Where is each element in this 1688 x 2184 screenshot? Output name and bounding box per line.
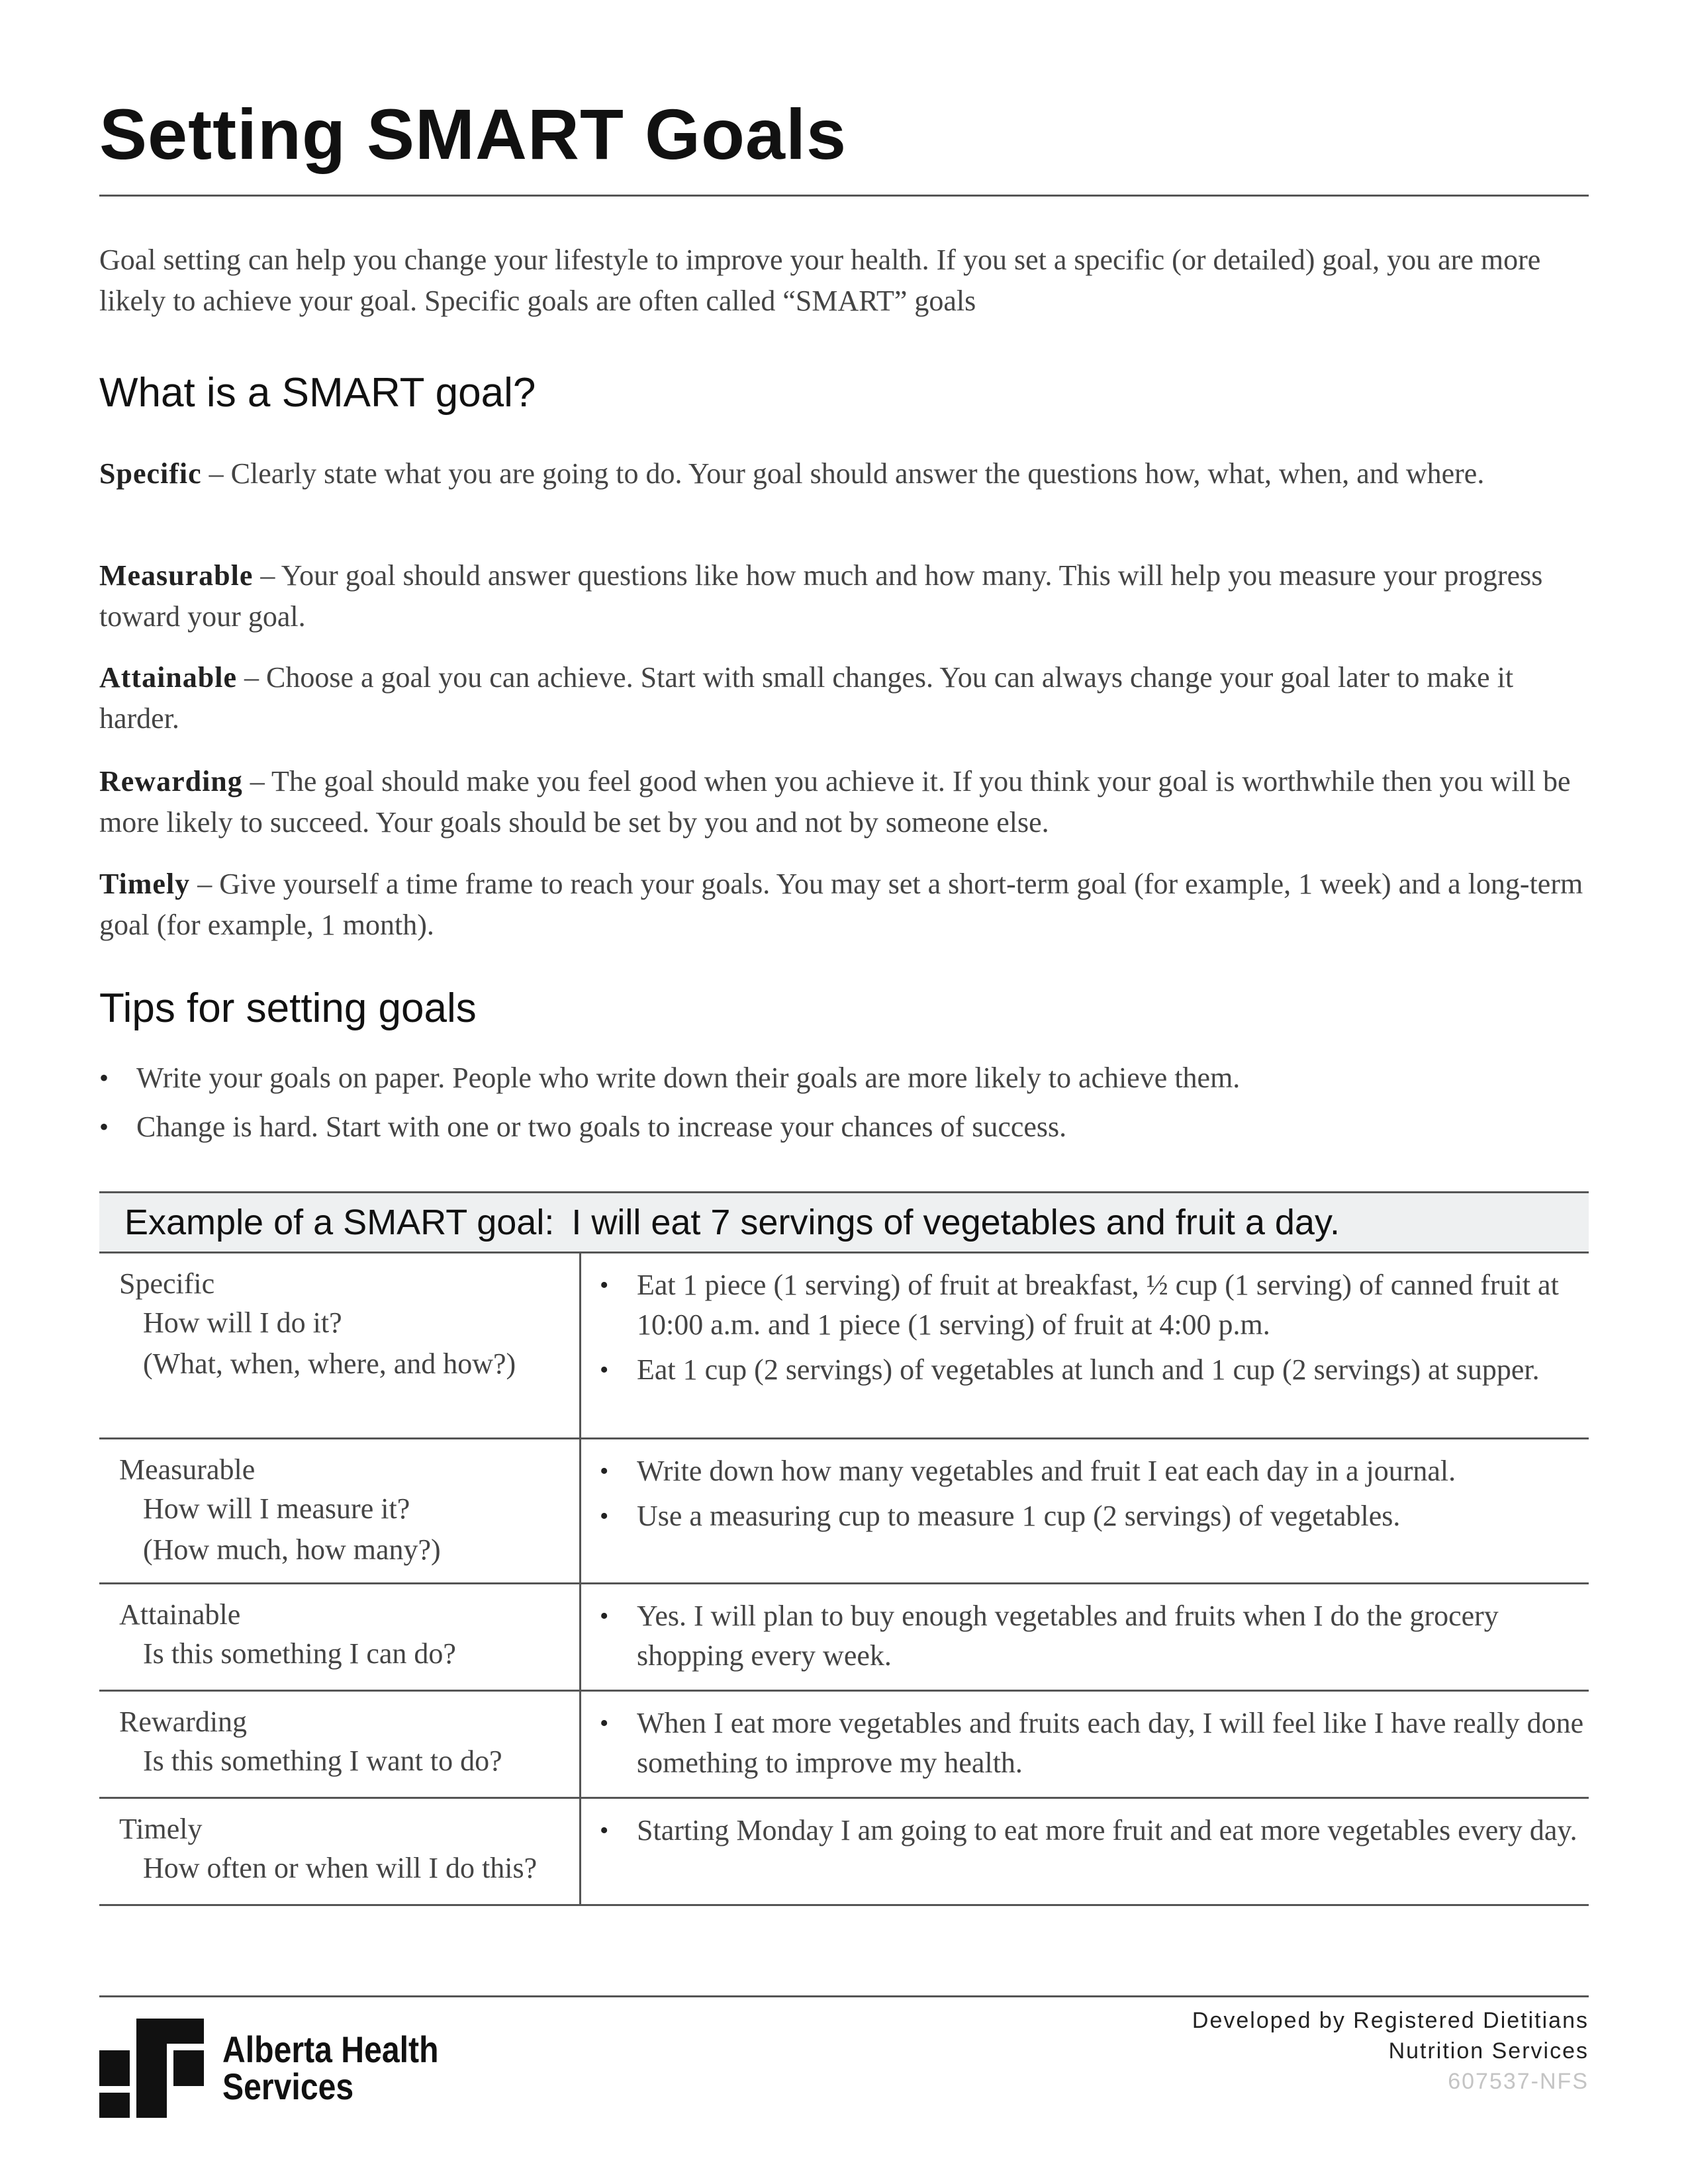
criterion-question: Is this something I want to do? [143, 1745, 502, 1777]
criterion-name: Timely [119, 1813, 203, 1845]
answer-cell [581, 1799, 1589, 1904]
list-item: • Yes. I will plan to buy enough vegetables and fruits when I do the grocery shopping every week. [600, 1596, 1589, 1676]
list-item: • Eat 1 piece (1 serving) of fruit at breakfast, ½ cup (1 serving) of canned fruit at 10:00 a.m. and 1 piece (1 serving) of fruit at 4:00 p.m. [600, 1265, 1589, 1345]
intro-paragraph: Goal setting can help you change your lifestyle to improve your health. If you set a specific (or detailed) goal, you are more likely to achieve your goal. Specific goals are often called “SMART” goals [99, 244, 1541, 317]
footer-credits [1192, 2005, 1589, 2097]
definition-separator: – [237, 661, 266, 694]
list-item: • When I eat more vegetables and fruits each day, I will feel like I have really done something to improve my health. [600, 1704, 1589, 1783]
criterion-question: How often or when will I do this? [143, 1852, 538, 1884]
bullet-icon: • [600, 1457, 609, 1485]
table-row [99, 1584, 1589, 1692]
definition-separator: – [242, 765, 271, 797]
logo-line: Services [222, 2066, 354, 2107]
definition-text: Choose a goal you can achieve. Start with small changes. You can always change your goal later to make it harder. [99, 661, 1514, 735]
bullet-icon: • [600, 1502, 609, 1530]
answer-cell [581, 1253, 1589, 1437]
footer-divider [99, 1995, 1589, 1997]
bullet-icon: • [600, 1271, 609, 1299]
criterion-question: How will I do it? [143, 1306, 342, 1339]
list-item: • Eat 1 cup (2 servings) of vegetables at lunch and 1 cup (2 servings) at supper. [600, 1350, 1589, 1390]
table-row [99, 1799, 1589, 1906]
list-item: • Write down how many vegetables and fruit I eat each day in a journal. [600, 1451, 1589, 1491]
bullet-icon: • [600, 1602, 609, 1630]
page-title: Setting SMART Goals [99, 94, 847, 174]
credit-line: Developed by Registered Dietitians [1192, 2008, 1589, 2033]
logo-line: Alberta Health [222, 2028, 439, 2070]
definition-text: Give yourself a time frame to reach your goals. You may set a short-term goal (for example, 1 week) and a long-term goal (for example, 1 month). [99, 868, 1583, 941]
criterion-question: Is this something I can do? [143, 1637, 456, 1670]
example-table-header [99, 1191, 1589, 1253]
definition-term: Specific [99, 457, 202, 490]
criterion-name: Rewarding [119, 1706, 248, 1738]
list-item: • Use a measuring cup to measure 1 cup (2 servings) of vegetables. [600, 1496, 1589, 1536]
answer-cell [581, 1692, 1589, 1797]
list-item: • Change is hard. Start with one or two goals to increase your chances of success. [99, 1107, 1589, 1148]
ahs-cross-icon [99, 2019, 204, 2118]
bullet-icon: • [99, 1063, 109, 1093]
tips-list [99, 1058, 1589, 1156]
definition-measurable [99, 555, 1589, 637]
table-row [99, 1253, 1589, 1439]
criterion-question: How will I measure it? [143, 1492, 410, 1525]
tips-heading: Tips for setting goals [99, 985, 477, 1031]
definition-term: Timely [99, 868, 191, 900]
bullet-icon: • [600, 1709, 609, 1737]
criterion-cell [99, 1439, 581, 1582]
definition-separator: – [253, 559, 281, 592]
definition-term: Rewarding [99, 765, 243, 797]
definition-timely [99, 864, 1589, 946]
bullet-icon: • [600, 1817, 609, 1844]
document-page [99, 0, 1589, 2184]
definition-attainable [99, 657, 1589, 739]
definition-text: The goal should make you feel good when you achieve it. If you think your goal is worthwhile then you will be more likely to succeed. Your goals should be set by you and not by someone else. [99, 765, 1571, 839]
criterion-name: Specific [119, 1267, 215, 1300]
definition-text: Clearly state what you are going to do. Your goal should answer the questions how, what, when, and where. [230, 457, 1485, 490]
answer-cell [581, 1439, 1589, 1582]
example-goal: I will eat 7 servings of vegetables and fruit a day. [571, 1203, 1340, 1242]
definition-specific [99, 453, 1589, 494]
example-table [99, 1191, 1589, 1906]
definition-separator: – [190, 868, 220, 900]
list-item: • Write your goals on paper. People who write down their goals are more likely to achieve them. [99, 1058, 1589, 1099]
bullet-icon: • [600, 1356, 609, 1384]
credit-line: Nutrition Services [1388, 2038, 1589, 2064]
definition-rewarding [99, 761, 1589, 843]
criterion-name: Attainable [119, 1598, 241, 1631]
definition-term: Attainable [99, 661, 237, 694]
example-label: Example of a SMART goal: [124, 1203, 555, 1242]
document-code: 607537-NFS [1448, 2069, 1589, 2094]
list-item: • Starting Monday I am going to eat more fruit and eat more vegetables every day. [600, 1811, 1589, 1850]
criterion-cell [99, 1253, 581, 1437]
table-row [99, 1692, 1589, 1799]
bullet-icon: • [99, 1112, 109, 1142]
definition-separator: – [201, 457, 231, 490]
definition-text: Your goal should answer questions like how much and how many. This will help you measure your progress toward your goal. [99, 559, 1543, 633]
ahs-logo [99, 2019, 474, 2118]
answer-cell [581, 1584, 1589, 1690]
criterion-question: (What, when, where, and how?) [143, 1347, 516, 1380]
criterion-cell [99, 1584, 581, 1690]
criterion-name: Measurable [119, 1453, 256, 1486]
table-row [99, 1439, 1589, 1584]
criterion-cell [99, 1692, 581, 1797]
definition-term: Measurable [99, 559, 254, 592]
criterion-cell [99, 1799, 581, 1904]
criterion-question: (How much, how many?) [143, 1533, 441, 1566]
title-divider [99, 195, 1589, 197]
ahs-wordmark [222, 2028, 439, 2107]
what-is-smart-heading: What is a SMART goal? [99, 370, 536, 416]
